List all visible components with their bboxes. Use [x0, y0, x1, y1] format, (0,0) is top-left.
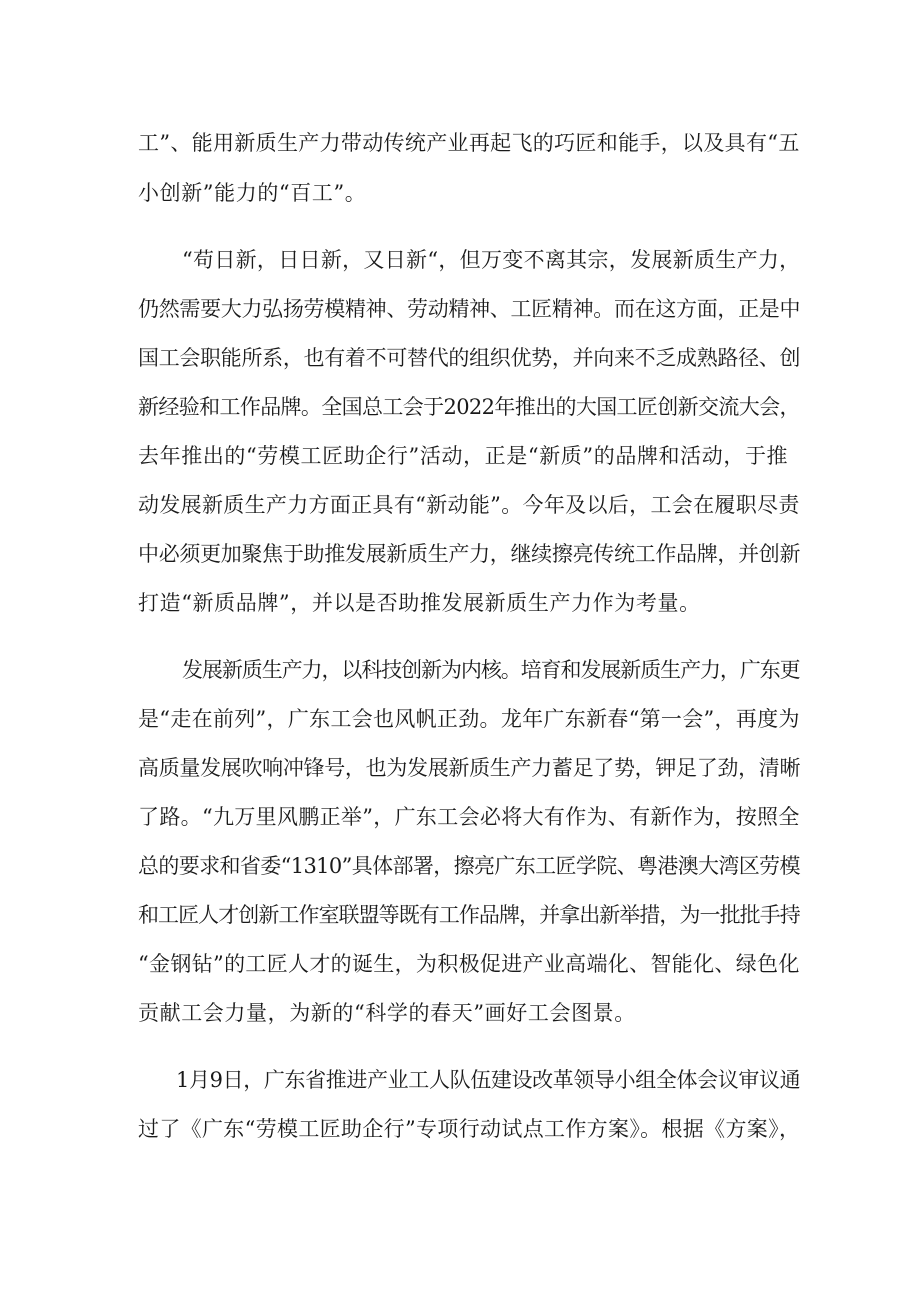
paragraph-3-line-8: 贡献工会力量，为新的“科学的春天”画好工会图景。 — [138, 1001, 636, 1025]
paragraph-3-line-2: 是“走在前列”，广东工会也风帆正劲。龙年广东新春“第一会”，再度为 — [138, 707, 800, 731]
paragraph-1-line-1: 工”、能用新质生产力带动传统产业再起飞的巧匠和能手，以及具有“五 — [138, 131, 800, 155]
paragraph-3-line-7: “金钢钻”的工匠人才的诞生，为积极促进产业高端化、智能化、绿色化 — [138, 952, 800, 976]
paragraph-2-line-8: 打造“新质品牌”，并以是否助推发展新质生产力作为考量。 — [138, 591, 701, 615]
paragraph-4-line-1: 1月9日，广东省推进产业工人队伍建设改革领导小组全体会议审议通 — [176, 1068, 801, 1092]
paragraph-3-line-4: 了路。“九万里风鹏正举”，广东工会必将大有作为、有新作为，按照全 — [138, 805, 800, 829]
paragraph-2-line-6: 动发展新质生产力方面正具有“新动能”。今年及以后，工会在履职尽责 — [138, 493, 800, 517]
paragraph-4-line-2: 过了《广东“劳模工匠助企行”专项行动试点工作方案》。根据《方案》， — [138, 1117, 801, 1141]
paragraph-3-line-6: 和工匠人才创新工作室联盟等既有工作品牌，并拿出新举措，为一批批手持 — [138, 903, 800, 927]
paragraph-2-line-3: 国工会职能所系，也有着不可替代的组织优势，并向来不乏成熟路径、创 — [138, 346, 801, 370]
paragraph-2-line-1: “苟日新，日日新，又日新“，但万变不离其宗，发展新质生产力， — [182, 248, 801, 272]
paragraph-2-line-2: 仍然需要大力弘扬劳模精神、劳动精神、工匠精神。而在这方面，正是中 — [138, 297, 801, 321]
paragraph-2-line-5: 去年推出的“劳模工匠助企行”活动，正是“新质”的品牌和活动，于推 — [138, 444, 789, 468]
paragraph-3-line-5: 总的要求和省委“1310”具体部署，擦亮广东工匠学院、粤港澳大湾区劳模 — [138, 854, 800, 878]
paragraph-2-line-4: 新经验和工作品牌。全国总工会于2022年推出的大国工匠创新交流大会， — [138, 395, 800, 419]
paragraph-1-line-2: 小创新”能力的“百工”。 — [138, 181, 367, 205]
paragraph-2-line-7: 中必须更加聚焦于助推发展新质生产力，继续擦亮传统工作品牌，并创新 — [138, 542, 801, 566]
paragraph-3-line-3: 高质量发展吹响冲锋号，也为发展新质生产力蓄足了势，钾足了劲，清晰 — [138, 756, 801, 780]
paragraph-3-line-1: 发展新质生产力，以科技创新为内核。培育和发展新质生产力，广东更 — [182, 658, 800, 682]
